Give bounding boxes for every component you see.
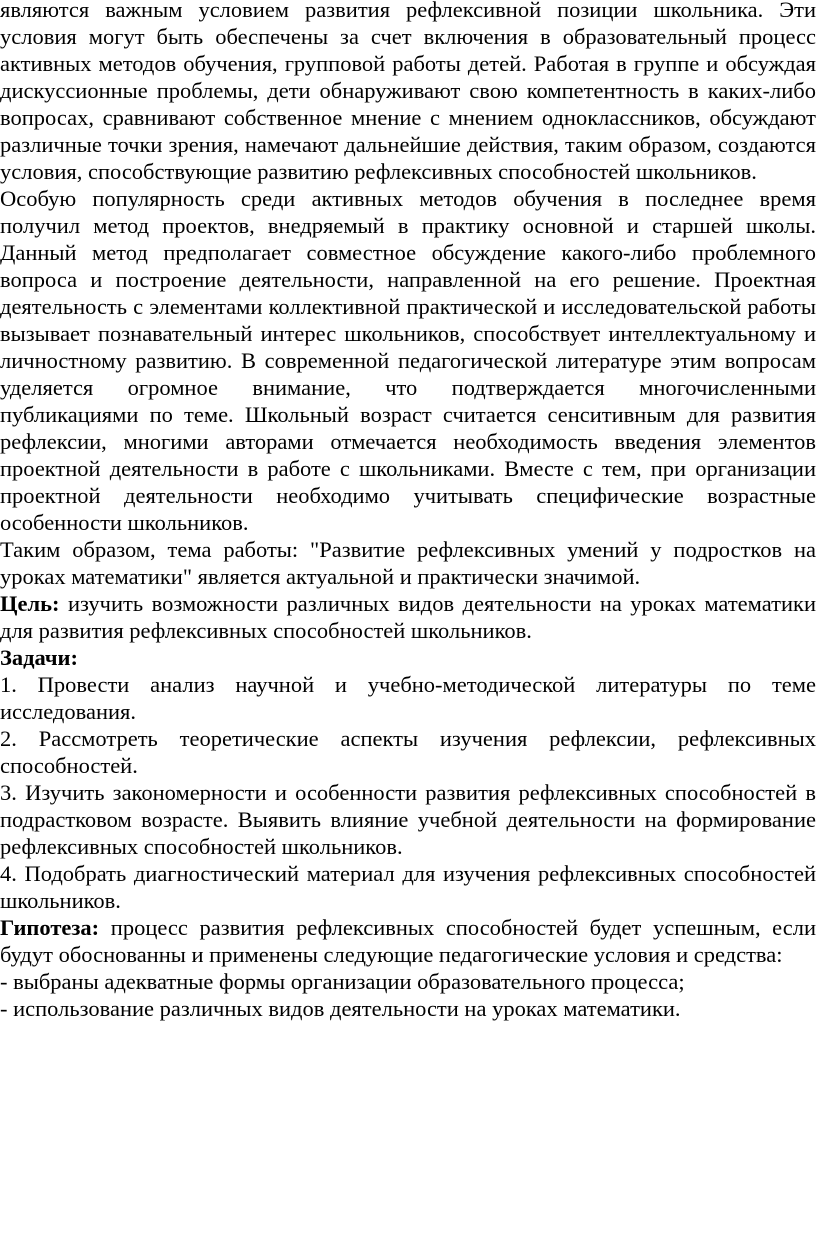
paragraph-reflexive-conditions: являются важным условием развития рефлексивной позиции школьника. Эти условия могут быть обеспечены за счет включения в образовательный процесс активных методов обучения, групповой работы детей. Работая в группе и обсуждая дискуссионные проблемы, дети обнаруживают свою компетентность в каких-либо вопросах, сравнивают собственное мнение с мнением одноклассников, обсуждают различные точки зрения, намечают дальнейшие действия, таким образом, создаются условия, способствующие развитию рефлексивных способностей школьников. <box>0 0 816 184</box>
paragraph-project-method: Особую популярность среди активных методов обучения в последнее время получил метод проектов, внедряемый в практику основной и старшей школы. Данный метод предполагает совместное обсуждение какого-либо проблемного вопроса и построение деятельности, направленной на его решение. Проектная деятельность с элементами коллективной практической и исследовательской работы вызывает познавательный интерес школьников, способствует интеллектуальному и личностному развитию. В современной педагогической литературе этим вопросам уделяется огромное внимание, что подтверждается многочисленными публикациями по теме. Школьный возраст считается сенситивным для развития рефлексии, многими авторами отмечается необходимость введения элементов проектной деятельности в работе с школьниками. Вместе с тем, при организации проектной деятельности необходимо учитывать специфические возрастные особенности школьников. <box>0 186 816 535</box>
tasks-heading <box>0 644 816 671</box>
hypothesis-label: Гипотеза: <box>0 915 100 940</box>
goal-text: изучить возможности различных видов деятельности на уроках математики для развития рефлексивных способностей школьников. <box>0 591 816 643</box>
task-item: 4. Подобрать диагностический материал для изучения рефлексивных способностей школьников. <box>0 861 816 913</box>
tasks-label: Задачи: <box>0 645 79 670</box>
task-item: 1. Провести анализ научной и учебно-методической литературы по теме исследования. <box>0 672 816 724</box>
paragraph-topic-relevance: Таким образом, тема работы: "Развитие рефлексивных умений у подростков на уроках математики" является актуальной и практически значимой. <box>0 537 816 589</box>
hypothesis-text: процесс развития рефлексивных способностей будет успешным, если будут обоснованны и применены следующие педагогические условия и средства: <box>0 915 816 967</box>
hypothesis-condition: - выбраны адекватные формы организации образовательного процесса; <box>0 969 685 994</box>
goal-label: Цель: <box>0 591 60 616</box>
hypothesis-condition: - использование различных видов деятельности на уроках математики. <box>0 996 681 1021</box>
goal-paragraph <box>0 590 816 644</box>
task-item: 3. Изучить закономерности и особенности развития рефлексивных способностей в подрастковом возрасте. Выявить влияние учебной деятельности на формирование рефлексивных способностей школьников. <box>0 780 816 859</box>
task-item: 2. Рассмотреть теоретические аспекты изучения рефлексии, рефлексивных способностей. <box>0 726 816 778</box>
hypothesis-paragraph <box>0 914 816 968</box>
